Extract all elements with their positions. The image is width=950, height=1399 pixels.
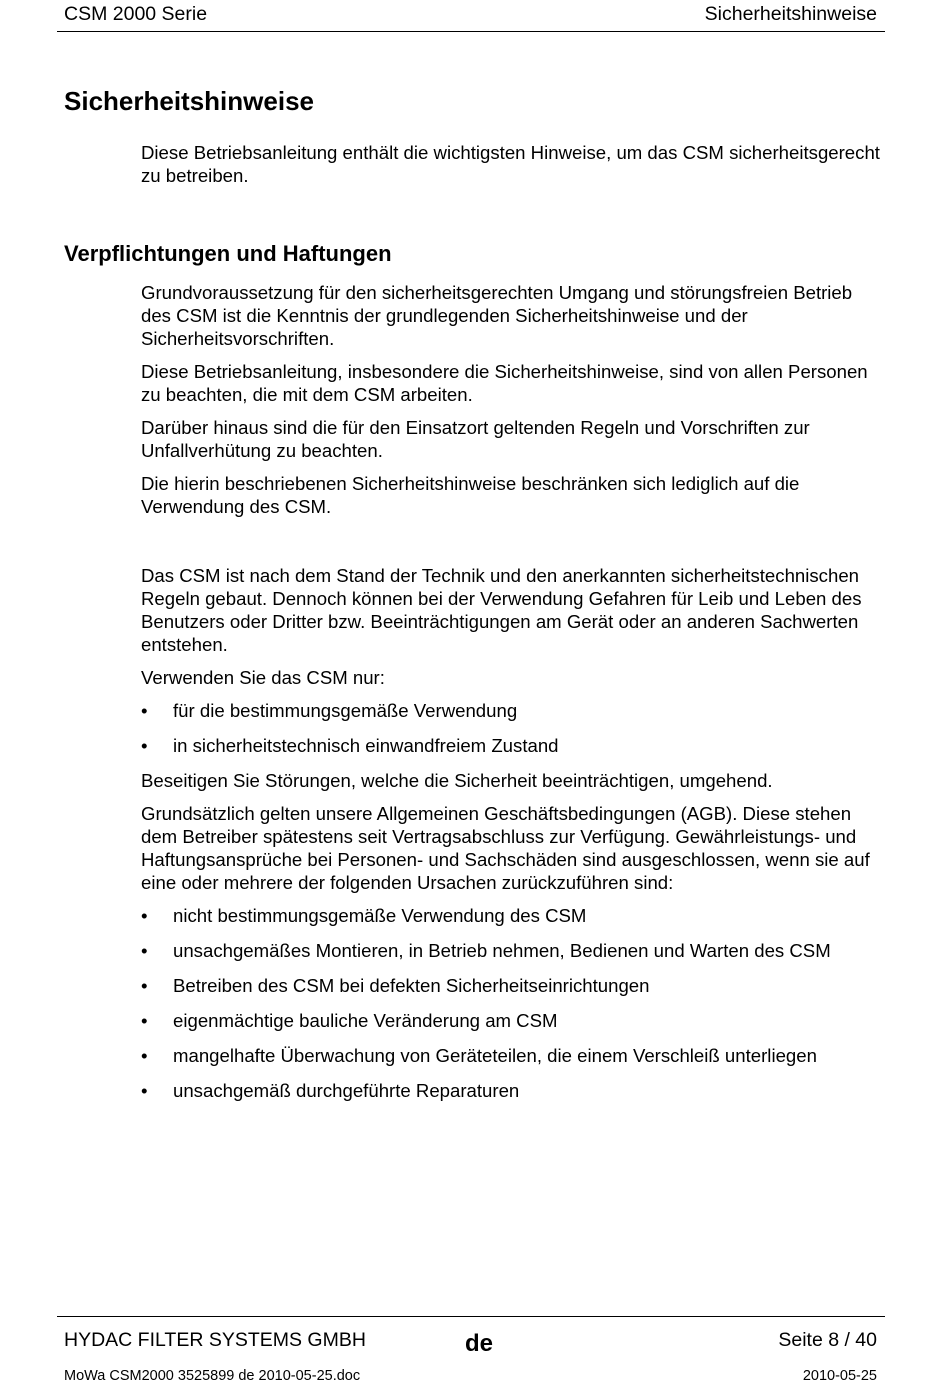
- footer-page-number: Seite 8 / 40: [778, 1329, 877, 1351]
- header-series: CSM 2000 Serie: [64, 3, 208, 25]
- cause-list: [141, 904, 884, 1102]
- safety-paragraph: Grundsätzlich gelten unsere Allgemeinen Geschäftsbedingungen (AGB). Diese stehen dem Betreiber spätestens seit Vertragsabschluss zur Verfügung. Gewährleistungs- und Haftungsansprüche bei Personen- und Sachschäden sind ausgeschlossen, wenn sie auf eine oder mehrere der folgenden Ursachen zurückzuführen sind:: [141, 803, 870, 893]
- bullet-icon: •: [141, 1045, 148, 1066]
- list-item-text: nicht bestimmungsgemäße Verwendung des CSM: [173, 905, 587, 926]
- duties-block: [141, 281, 884, 518]
- footer-document-date: 2010-05-25: [802, 1368, 877, 1384]
- footer-document-name: MoWa CSM2000 3525899 de 2010-05-25.doc: [64, 1368, 361, 1384]
- list-item-text: für die bestimmungsgemäße Verwendung: [173, 700, 518, 721]
- list-item-text: Betreiben des CSM bei defekten Sicherheitseinrichtungen: [173, 975, 650, 996]
- section-title-duties: Verpflichtungen und Haftungen: [64, 241, 392, 266]
- section-title-safety: Sicherheitshinweise: [64, 86, 314, 116]
- safety-block: [141, 564, 884, 1114]
- duties-paragraph: Die hierin beschriebenen Sicherheitshinweise beschränken sich lediglich auf die Verwendung des CSM.: [141, 473, 800, 517]
- list-item: [141, 699, 884, 722]
- bullet-icon: •: [141, 700, 148, 721]
- use-list: [141, 699, 884, 757]
- duties-paragraph: Diese Betriebsanleitung, insbesondere die Sicherheitshinweise, sind von allen Personen zu beachten, die mit dem CSM arbeiten.: [141, 361, 868, 405]
- list-item-text: unsachgemäß durchgeführte Reparaturen: [173, 1080, 520, 1101]
- list-item-text: eigenmächtige bauliche Veränderung am CSM: [173, 1010, 558, 1031]
- list-item-text: unsachgemäßes Montieren, in Betrieb nehmen, Bedienen und Warten des CSM: [173, 940, 831, 961]
- intro-paragraph: Diese Betriebsanleitung enthält die wichtigsten Hinweise, um das CSM sicherheitsgerecht zu betreiben.: [141, 142, 880, 186]
- intro-block: [141, 141, 884, 187]
- bullet-icon: •: [141, 975, 148, 996]
- list-item: [141, 734, 884, 757]
- bullet-icon: •: [141, 905, 148, 926]
- page-footer: [57, 1316, 885, 1399]
- list-item: [141, 939, 884, 962]
- duties-paragraph: Darüber hinaus sind die für den Einsatzort geltenden Regeln und Vorschriften zur Unfallverhütung zu beachten.: [141, 417, 810, 461]
- use-intro: Verwenden Sie das CSM nur:: [141, 667, 385, 688]
- safety-paragraph: Das CSM ist nach dem Stand der Technik und den anerkannten sicherheitstechnischen Regeln gebaut. Dennoch können bei der Verwendung Gefahren für Leib und Leben des Benutzers oder Dritter bzw. Beeinträchtigungen am Gerät oder an anderen Sachwerten entstehen.: [141, 565, 862, 655]
- list-item: [141, 904, 884, 927]
- footer-language: de: [465, 1330, 494, 1357]
- list-item-text: in sicherheitstechnisch einwandfreiem Zustand: [173, 735, 559, 756]
- bullet-icon: •: [141, 1010, 148, 1031]
- page-header: [57, 0, 885, 32]
- list-item-text: mangelhafte Überwachung von Geräteteilen, die einem Verschleiß unterliegen: [173, 1045, 817, 1066]
- bullet-icon: •: [141, 1080, 148, 1101]
- header-section: Sicherheitshinweise: [704, 3, 877, 25]
- bullet-icon: •: [141, 735, 148, 756]
- duties-paragraph: Grundvoraussetzung für den sicherheitsgerechten Umgang und störungsfreien Betrieb des CSM ist die Kenntnis der grundlegenden Sicherheitshinweise und der Sicherheitsvorschriften.: [141, 282, 853, 349]
- footer-company: HYDAC FILTER SYSTEMS GMBH: [64, 1329, 366, 1351]
- list-item: [141, 1079, 884, 1102]
- bullet-icon: •: [141, 940, 148, 961]
- list-item: [141, 1009, 884, 1032]
- safety-paragraph: Beseitigen Sie Störungen, welche die Sicherheit beeinträchtigen, umgehend.: [141, 770, 773, 791]
- list-item: [141, 1044, 884, 1067]
- list-item: [141, 974, 884, 997]
